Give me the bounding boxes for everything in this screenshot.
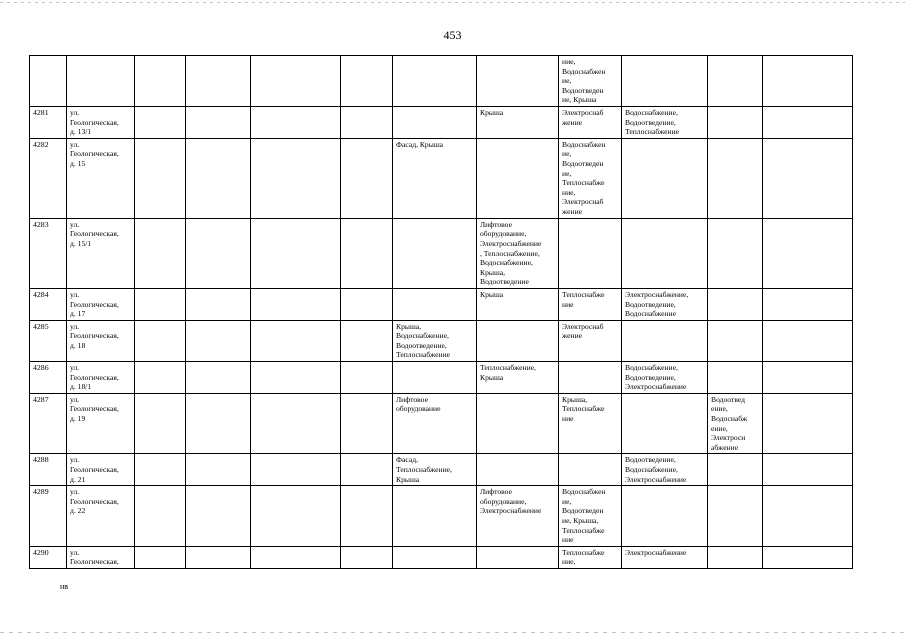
work-type-cell: [477, 454, 559, 486]
work-type-cell: [251, 56, 341, 107]
work-type-cell: [135, 454, 186, 486]
work-type-line: Лифтовое: [480, 219, 512, 229]
register-table: [29, 55, 853, 569]
work-type-cell: [186, 362, 251, 394]
work-type-cell: [135, 362, 186, 394]
work-type-line: ение,: [711, 423, 728, 433]
address-line: Геологическая,: [70, 372, 119, 382]
work-type-cell: [763, 288, 853, 320]
work-type-line: Водоснабж: [711, 414, 748, 424]
work-type-cell: [341, 546, 393, 568]
work-type-cell: [708, 218, 763, 288]
work-type-line: Теплоснабжение: [396, 350, 451, 360]
work-type-cell: [708, 546, 763, 568]
work-type-cell: [186, 320, 251, 361]
address-line: Геологическая,: [70, 149, 119, 159]
work-type-cell: [477, 362, 559, 394]
work-type-line: Водоснабжение,: [625, 107, 678, 117]
row-number-cell: 4283: [30, 218, 67, 288]
work-type-cell: [251, 288, 341, 320]
address-line: ул.: [70, 107, 80, 117]
work-type-line: оборудование,: [480, 229, 527, 239]
row-number-cell: 4289: [30, 486, 67, 547]
work-type-cell: [622, 218, 708, 288]
work-type-cell: [477, 138, 559, 218]
work-type-line: Водоотвед: [711, 394, 745, 404]
work-type-line: Водоотведен: [562, 85, 604, 95]
address-line: Геологическая,: [70, 299, 119, 309]
work-type-cell: [135, 320, 186, 361]
work-type-line: Электроси: [711, 433, 746, 443]
work-type-line: Теплоснабжение,: [396, 465, 452, 474]
work-type-cell: [393, 218, 477, 288]
address-line: д. 18/1: [70, 382, 92, 392]
address-line: ул.: [70, 487, 80, 497]
work-type-line: Водоснабжен: [562, 139, 606, 149]
address-line: Геологическая,: [70, 331, 119, 341]
work-type-line: оборудование: [396, 404, 441, 414]
work-type-cell: [763, 320, 853, 361]
work-type-cell: [622, 454, 708, 486]
work-type-line: Теплоснабже: [562, 525, 605, 535]
work-type-cell: [763, 218, 853, 288]
work-type-line: ие, Крыша: [562, 95, 597, 105]
work-type-cell: [341, 486, 393, 547]
work-type-cell: [763, 106, 853, 138]
work-type-line: Крыша: [480, 107, 504, 117]
work-type-line: ие,: [562, 149, 572, 159]
row-number-cell: 4286: [30, 362, 67, 394]
table-row: [30, 288, 853, 320]
work-type-cell: [341, 56, 393, 107]
work-type-line: Теплоснабже: [562, 404, 605, 414]
address-line: ул.: [70, 455, 80, 465]
address-line: ул.: [70, 139, 80, 149]
work-type-line: жение: [562, 117, 583, 127]
work-type-line: оборудование,: [480, 496, 527, 506]
address-cell: [67, 362, 135, 394]
address-line: д. 19: [70, 414, 86, 424]
work-type-line: Теплоснабжение: [625, 127, 680, 137]
work-type-cell: [186, 56, 251, 107]
work-type-line: Теплоснабжение,: [480, 363, 536, 373]
work-type-line: Крыша,: [396, 321, 422, 331]
work-type-cell: [477, 393, 559, 454]
table-row: [30, 218, 853, 288]
work-type-cell: [393, 138, 477, 218]
work-type-cell: [135, 288, 186, 320]
work-type-line: Водоснабжение,: [625, 363, 678, 373]
work-type-line: Лифтовое: [480, 487, 512, 497]
table-row: [30, 546, 853, 568]
work-type-line: Водоотведение: [480, 277, 529, 287]
work-type-cell: [559, 546, 622, 568]
work-type-cell: [559, 288, 622, 320]
work-type-cell: [763, 138, 853, 218]
address-line: д. 13/1: [70, 127, 92, 137]
work-type-cell: [708, 138, 763, 218]
work-type-line: ие,: [562, 168, 572, 178]
work-type-cell: [763, 454, 853, 486]
row-number-cell: 4285: [30, 320, 67, 361]
work-type-cell: [393, 288, 477, 320]
address-line: Геологическая,: [70, 496, 119, 506]
work-type-cell: [135, 106, 186, 138]
work-type-cell: [622, 106, 708, 138]
address-line: ул.: [70, 219, 80, 229]
work-type-cell: [186, 393, 251, 454]
address-line: Геологическая,: [70, 465, 119, 474]
work-type-cell: [186, 546, 251, 568]
work-type-cell: [559, 320, 622, 361]
work-type-line: Электроснабжение: [480, 506, 542, 516]
work-type-cell: [135, 486, 186, 547]
work-type-cell: [393, 56, 477, 107]
work-type-cell: [559, 393, 622, 454]
work-type-line: Водоснабжен: [562, 487, 606, 497]
address-line: ул.: [70, 321, 80, 331]
work-type-line: Водоснабжение,: [396, 331, 449, 341]
table-row: [30, 486, 853, 547]
work-type-cell: [622, 56, 708, 107]
work-type-cell: [763, 56, 853, 107]
work-type-line: Водоотведен: [562, 506, 604, 516]
address-cell: [67, 486, 135, 547]
work-type-line: ие,: [562, 76, 572, 86]
address-cell: [67, 56, 135, 107]
work-type-cell: [708, 393, 763, 454]
row-number-cell: 4282: [30, 138, 67, 218]
address-line: д. 21: [70, 474, 86, 484]
address-line: Геологическая,: [70, 117, 119, 127]
address-cell: [67, 138, 135, 218]
work-type-cell: [477, 546, 559, 568]
work-type-cell: [708, 320, 763, 361]
work-type-cell: [763, 546, 853, 568]
work-type-cell: [708, 454, 763, 486]
work-type-cell: [341, 393, 393, 454]
work-type-cell: [251, 546, 341, 568]
page-number: 453: [443, 28, 462, 42]
work-type-cell: [135, 546, 186, 568]
row-number-cell: 4288: [30, 454, 67, 486]
address-cell: [67, 106, 135, 138]
work-type-cell: [186, 486, 251, 547]
work-type-cell: [341, 218, 393, 288]
address-cell: [67, 320, 135, 361]
work-type-cell: [477, 486, 559, 547]
work-type-cell: [622, 362, 708, 394]
work-type-cell: [708, 486, 763, 547]
work-type-line: Теплоснабже: [562, 547, 605, 557]
work-type-line: жение: [562, 331, 583, 341]
table-row: [30, 106, 853, 138]
work-type-cell: [622, 546, 708, 568]
work-type-line: , Теплоснабжение,: [480, 248, 540, 258]
address-line: ул.: [70, 363, 80, 373]
row-number-cell: 4290: [30, 546, 67, 568]
address-cell: [67, 454, 135, 486]
work-type-cell: [559, 454, 622, 486]
work-type-line: Водоснабжен: [562, 66, 606, 76]
table-row: [30, 138, 853, 218]
work-type-cell: [477, 218, 559, 288]
work-type-line: Электроснабжение,: [625, 289, 689, 299]
work-type-cell: [622, 288, 708, 320]
work-type-line: Водоотведение,: [625, 455, 676, 465]
work-type-cell: [186, 454, 251, 486]
work-type-line: Крыша: [480, 372, 504, 382]
work-type-line: ие,: [562, 496, 572, 506]
work-type-cell: [622, 320, 708, 361]
work-type-cell: [477, 56, 559, 107]
work-type-line: Электроснабжение: [625, 382, 687, 392]
work-type-line: Теплоснабже: [562, 178, 605, 188]
work-type-line: Крыша,: [480, 267, 506, 277]
work-type-cell: [186, 288, 251, 320]
register-table-body: [30, 56, 853, 569]
work-type-cell: [135, 56, 186, 107]
work-type-cell: [393, 486, 477, 547]
work-type-cell: [393, 454, 477, 486]
work-type-cell: [341, 106, 393, 138]
work-type-line: Крыша,: [562, 394, 588, 404]
work-type-cell: [251, 486, 341, 547]
work-type-cell: [708, 362, 763, 394]
work-type-line: ние,: [562, 187, 576, 197]
work-type-cell: [135, 218, 186, 288]
work-type-cell: [186, 218, 251, 288]
address-cell: [67, 546, 135, 568]
work-type-line: Крыша: [480, 289, 504, 299]
work-type-line: ние: [562, 299, 574, 309]
work-type-line: Крыша: [396, 474, 420, 484]
address-line: Геологическая,: [70, 404, 119, 414]
work-type-line: абжение: [711, 442, 739, 452]
work-type-line: Электроснабжение: [625, 547, 687, 557]
work-type-line: Фасад, Крыша: [396, 139, 444, 149]
work-type-line: Водоотведен: [562, 158, 604, 168]
work-type-line: Фасад,: [396, 455, 418, 465]
table-row: [30, 362, 853, 394]
work-type-line: Электроснабжение: [625, 474, 687, 484]
table-row: [30, 320, 853, 361]
work-type-cell: [251, 138, 341, 218]
work-type-cell: [763, 486, 853, 547]
work-type-line: Водоснабжение,: [625, 465, 678, 474]
address-line: ул.: [70, 289, 80, 299]
work-type-line: ние: [562, 535, 574, 545]
address-line: д. 17: [70, 309, 86, 319]
work-type-cell: [559, 486, 622, 547]
work-type-cell: [251, 393, 341, 454]
work-type-cell: [186, 138, 251, 218]
address-cell: [67, 393, 135, 454]
work-type-cell: [559, 106, 622, 138]
address-line: д. 18: [70, 340, 86, 350]
work-type-cell: [708, 56, 763, 107]
work-type-line: жение: [562, 206, 583, 216]
work-type-cell: [135, 393, 186, 454]
row-number-cell: [30, 56, 67, 107]
work-type-line: ие, Крыша,: [562, 515, 599, 525]
address-line: ул.: [70, 547, 80, 557]
work-type-cell: [622, 393, 708, 454]
work-type-cell: [622, 138, 708, 218]
scan-edge-bottom: [0, 632, 905, 633]
work-type-line: Водоотведение,: [625, 299, 676, 309]
work-type-cell: [559, 56, 622, 107]
work-type-line: ние,: [562, 57, 576, 66]
work-type-cell: [477, 288, 559, 320]
work-type-line: Электроснаб: [562, 107, 604, 117]
work-type-cell: [559, 362, 622, 394]
address-line: д. 22: [70, 506, 86, 516]
row-number-cell: 4284: [30, 288, 67, 320]
work-type-cell: [559, 138, 622, 218]
work-type-cell: [186, 106, 251, 138]
work-type-line: Водоснабжение: [625, 309, 676, 319]
table-row: [30, 56, 853, 107]
work-type-cell: [477, 106, 559, 138]
work-type-cell: [393, 393, 477, 454]
address-line: д. 15/1: [70, 238, 92, 248]
work-type-line: Водоотведение,: [625, 117, 676, 127]
work-type-cell: [393, 320, 477, 361]
work-type-cell: [341, 288, 393, 320]
work-type-line: Лифтовое: [396, 394, 428, 404]
work-type-line: Электроснаб: [562, 197, 604, 207]
scan-edge-top: [0, 2, 905, 3]
work-type-cell: [763, 393, 853, 454]
work-type-cell: [341, 362, 393, 394]
row-number-cell: 4287: [30, 393, 67, 454]
table-row: [30, 393, 853, 454]
work-type-cell: [708, 288, 763, 320]
work-type-cell: [393, 546, 477, 568]
work-type-cell: [393, 362, 477, 394]
work-type-line: ние,: [562, 557, 576, 567]
work-type-line: Водоотведение,: [396, 340, 447, 350]
work-type-cell: [251, 362, 341, 394]
table-row: [30, 454, 853, 486]
footer-note: нв: [60, 582, 69, 591]
work-type-cell: [341, 320, 393, 361]
work-type-line: Водоснабжение,: [480, 258, 533, 268]
work-type-cell: [251, 106, 341, 138]
work-type-line: Теплоснабже: [562, 289, 605, 299]
work-type-cell: [251, 218, 341, 288]
work-type-cell: [251, 320, 341, 361]
work-type-cell: [393, 106, 477, 138]
work-type-line: Электроснаб: [562, 321, 604, 331]
address-line: ул.: [70, 394, 80, 404]
work-type-cell: [135, 138, 186, 218]
work-type-cell: [477, 320, 559, 361]
work-type-cell: [341, 454, 393, 486]
work-type-cell: [341, 138, 393, 218]
work-type-line: Водоотведение,: [625, 372, 676, 382]
address-line: Геологическая,: [70, 229, 119, 239]
work-type-cell: [622, 486, 708, 547]
work-type-line: Электроснабжение: [480, 238, 542, 248]
work-type-line: ние: [562, 414, 574, 424]
address-cell: [67, 218, 135, 288]
work-type-cell: [763, 362, 853, 394]
address-cell: [67, 288, 135, 320]
address-line: д. 15: [70, 158, 86, 168]
work-type-cell: [251, 454, 341, 486]
work-type-line: ение,: [711, 404, 728, 414]
row-number-cell: 4281: [30, 106, 67, 138]
work-type-cell: [708, 106, 763, 138]
work-type-cell: [559, 218, 622, 288]
address-line: Геологическая,: [70, 557, 119, 567]
